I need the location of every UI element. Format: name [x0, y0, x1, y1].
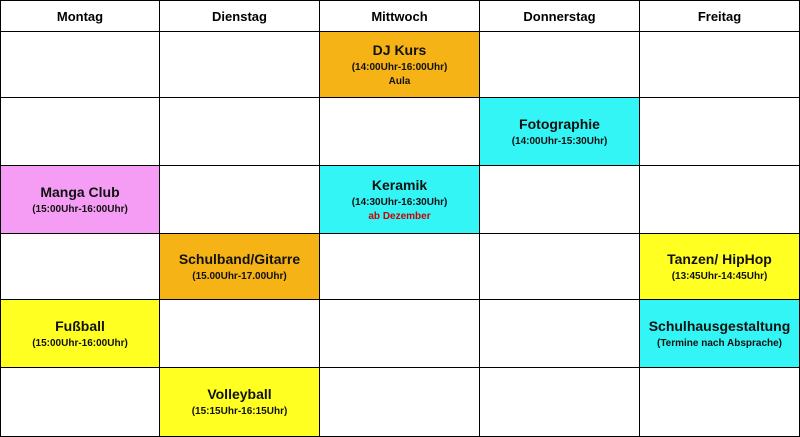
- activity-time: (15.00Uhr-17.00Uhr): [192, 270, 287, 282]
- activity-volleyball: [160, 368, 320, 437]
- activity-time: (15:00Uhr-16:00Uhr): [32, 203, 128, 215]
- empty-slot: [0, 368, 160, 437]
- empty-slot: [0, 234, 160, 300]
- activity-time: (15:15Uhr-16:15Uhr): [191, 406, 288, 417]
- activity-title: DJ Kurs: [372, 41, 427, 58]
- activity-time: (Termine nach Absprache): [656, 337, 783, 349]
- day-header-donnerstag: [480, 0, 640, 32]
- activity-time: (13:45Uhr-14:45Uhr): [671, 270, 768, 282]
- empty-slot: [0, 98, 160, 166]
- empty-slot: [640, 368, 800, 437]
- day-header-dienstag: [160, 0, 320, 32]
- empty-slot: [480, 300, 640, 368]
- day-header-label: Donnerstag: [523, 8, 596, 24]
- activity-note: Aula: [388, 75, 411, 87]
- activity-title: Tanzen/ HipHop: [667, 250, 772, 267]
- activity-dj-kurs: [320, 32, 480, 98]
- empty-slot: [320, 368, 480, 437]
- empty-slot: [640, 166, 800, 234]
- day-header-label: Freitag: [697, 8, 742, 24]
- activity-title: Volleyball: [207, 386, 272, 402]
- activity-title: Fotographie: [519, 115, 600, 132]
- empty-slot: [160, 300, 320, 368]
- activity-title: Manga Club: [40, 183, 120, 200]
- empty-slot: [160, 98, 320, 166]
- activity-schulband-gitarre: [160, 234, 320, 300]
- activity-fussball: [0, 300, 160, 368]
- activity-title: Keramik: [371, 176, 428, 193]
- empty-slot: [0, 32, 160, 98]
- activity-title: Schulband/Gitarre: [178, 250, 301, 267]
- empty-slot: [480, 166, 640, 234]
- activity-time: (15:00Uhr-16:00Uhr): [32, 337, 128, 349]
- day-header-montag: [0, 0, 160, 32]
- empty-slot: [480, 368, 640, 437]
- activity-tanzen-hiphop: [640, 234, 800, 300]
- empty-slot: [480, 234, 640, 300]
- day-header-freitag: [640, 0, 800, 32]
- empty-slot: [320, 234, 480, 300]
- activity-note: ab Dezember: [368, 210, 431, 222]
- empty-slot: [160, 166, 320, 234]
- activity-fotographie: [480, 98, 640, 166]
- day-header-label: Dienstag: [212, 8, 267, 24]
- activity-manga-club: [0, 166, 160, 234]
- empty-slot: [160, 32, 320, 98]
- activity-schulhausgestaltung: [640, 300, 800, 368]
- activity-time: (14:30Uhr-16:30Uhr): [351, 196, 448, 208]
- day-header-mittwoch: [320, 0, 480, 32]
- empty-slot: [640, 32, 800, 98]
- activity-title: Fußball: [55, 317, 105, 334]
- activity-time: (14:00Uhr-16:00Uhr): [351, 61, 448, 73]
- empty-slot: [480, 32, 640, 98]
- empty-slot: [640, 98, 800, 166]
- empty-slot: [320, 98, 480, 166]
- day-header-label: Montag: [56, 8, 104, 24]
- day-header-label: Mittwoch: [371, 8, 428, 24]
- activity-title: Schulhausgestaltung: [648, 317, 791, 334]
- empty-slot: [320, 300, 480, 368]
- activity-keramik: [320, 166, 480, 234]
- activity-time: (14:00Uhr-15:30Uhr): [511, 135, 608, 147]
